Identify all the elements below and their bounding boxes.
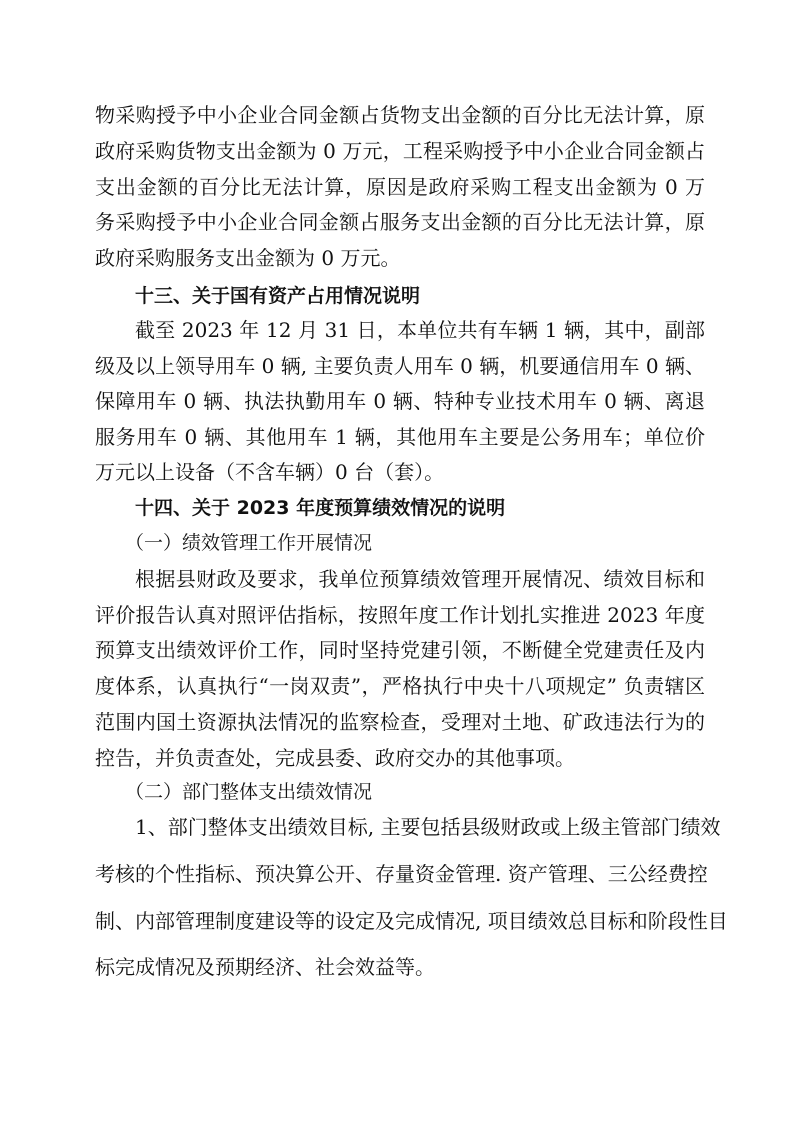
text-line: 标完成情况及预期经济、社会效益等。 [95,955,435,979]
section-13-heading: 十三、关于国有资产占用情况说明 [135,285,421,307]
text-line: 制、内部管理制度建设等的设定及完成情况, 项目绩效总目标和阶段性目 [95,909,728,933]
text-line: 级及以上领导用车 0 辆, 主要负责人用车 0 辆，机要通信用车 0 辆、 [95,354,705,378]
text-line: 度体系，认真执行“一岗双责”，严格执行中央十八项规定” 负责辖区 [95,674,705,698]
text-line: 支出金额的百分比无法计算，原因是政府采购工程支出金额为 0 万 [95,175,705,199]
text-line: 服务用车 0 辆、其他用车 1 辆，其他用车主要是公务用车；单位价 [95,425,705,449]
text-line: 根据县财政及要求，我单位预算绩效管理开展情况、绩效目标和 [135,567,705,591]
text-line: 万元以上设备（不含车辆）0 台（套）。 [95,460,445,484]
text-line: 范围内国土资源执法情况的监察检查，受理对土地、矿政违法行为的 [95,710,705,734]
text-line: 政府采购服务支出金额为 0 万元。 [95,246,401,270]
text-line: 预算支出绩效评价工作，同时坚持党建引领，不断健全党建责任及内 [95,638,705,662]
text-line: 务采购授予中小企业合同金额占服务支出金额的百分比无法计算，原 [95,210,705,234]
text-line: 物采购授予中小企业合同金额占货物支出金额的百分比无法计算，原 [95,103,705,127]
text-line: 考核的个性指标、预决算公开、存量资金管理. 资产管理、三公经费控 [95,862,708,886]
text-line: 截至 2023 年 12 月 31 日，本单位共有车辆 1 辆，其中，副部 [135,318,705,342]
text-line: 控告，并负责查处，完成县委、政府交办的其他事项。 [95,746,575,770]
text-line: 政府采购货物支出金额为 0 万元，工程采购授予中小企业合同金额占 [95,139,705,163]
subsection-2-heading: （二）部门整体支出绩效情况 [125,781,373,803]
text-line: 1、部门整体支出绩效目标, 主要包括县级财政或上级主管部门绩效 [135,815,721,839]
text-line: 保障用车 0 辆、执法执勤用车 0 辆、特种专业技术用车 0 辆、离退 [95,389,705,413]
subsection-1-heading: （一）绩效管理工作开展情况 [125,532,373,554]
section-14-heading: 十四、关于 2023 年度预算绩效情况的说明 [135,497,506,519]
text-line: 评价报告认真对照评估指标，按照年度工作计划扎实推进 2023 年度 [95,603,705,627]
